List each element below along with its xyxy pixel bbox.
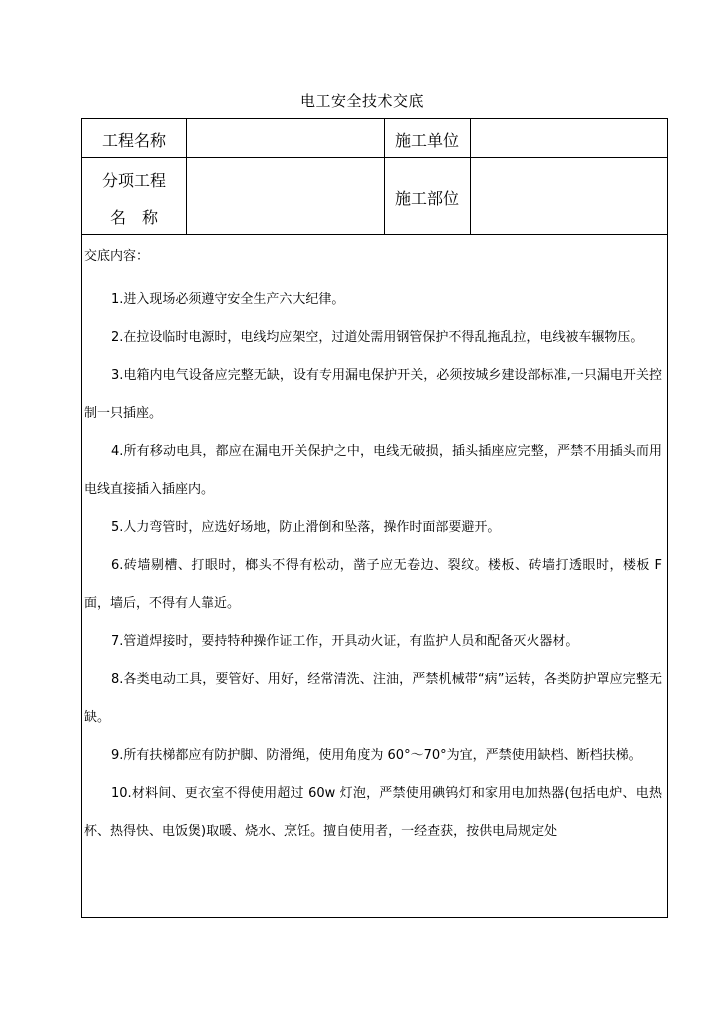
construction-unit-label: 施工单位 [394, 131, 459, 150]
project-name-label: 工程名称 [101, 131, 166, 150]
disclosure-content [82, 235, 667, 917]
sub-project-label-line1: 分项工程 [101, 171, 166, 190]
sub-project-label-line2: 名 称 [109, 208, 158, 227]
list-item: 1.进入现场必须遵守安全生产六大纪律。 [111, 292, 345, 307]
list-item: 9.所有扶梯都应有防护脚、防滑绳，使用角度为 60°～70°为宜，严禁使用缺档、断档扶梯。 [111, 748, 642, 763]
construction-unit-value[interactable] [471, 119, 667, 157]
sub-project-value[interactable] [187, 158, 384, 234]
list-item: 10.材料间、更衣室不得使用超过 60w 灯泡，严禁使用碘钨灯和家用电加热器(包括电炉、电热杯、热得快、电饭煲)取暖、烧水、烹饪。擅自使用者，一经查获，按供电局规定处 [84, 786, 662, 839]
construction-part-value[interactable] [471, 158, 667, 234]
list-item: 3.电箱内电气设备应完整无缺，设有专用漏电保护开关，必须按城乡建设部标准,一只漏电开关控制一只插座。 [84, 368, 662, 421]
list-item: 6.砖墙剔槽、打眼时，榔头不得有松动，凿子应无卷边、裂纹。楼板、砖墙打透眼时，楼板 F 面，墙后，不得有人靠近。 [84, 558, 662, 611]
content-items [84, 281, 662, 851]
list-item: 8.各类电动工具，要管好、用好，经常清洗、注油，严禁机械带“病”运转，各类防护罩应完整无缺。 [84, 672, 662, 725]
list-item: 4.所有移动电具，都应在漏电开关保护之中，电线无破损，插头插座应完整，严禁不用插头而用电线直接插入插座内。 [84, 444, 662, 497]
page-title: 电工安全技术交底 [299, 92, 424, 110]
list-item: 5.人力弯管时，应选好场地，防止滑倒和坠落，操作时面部要避开。 [111, 520, 501, 535]
content-intro-label: 交底内容： [84, 249, 150, 264]
construction-part-label: 施工部位 [394, 189, 459, 208]
disclosure-table [81, 118, 668, 918]
list-item: 2.在拉设临时电源时，电线均应架空，过道处需用钢管保护不得乱拖乱拉，电线被车辗物压。 [111, 330, 644, 345]
list-item: 7.管道焊接时，要持特种操作证工作，开具动火证，有监护人员和配备灭火器材。 [111, 634, 579, 649]
project-name-value[interactable] [187, 119, 384, 157]
